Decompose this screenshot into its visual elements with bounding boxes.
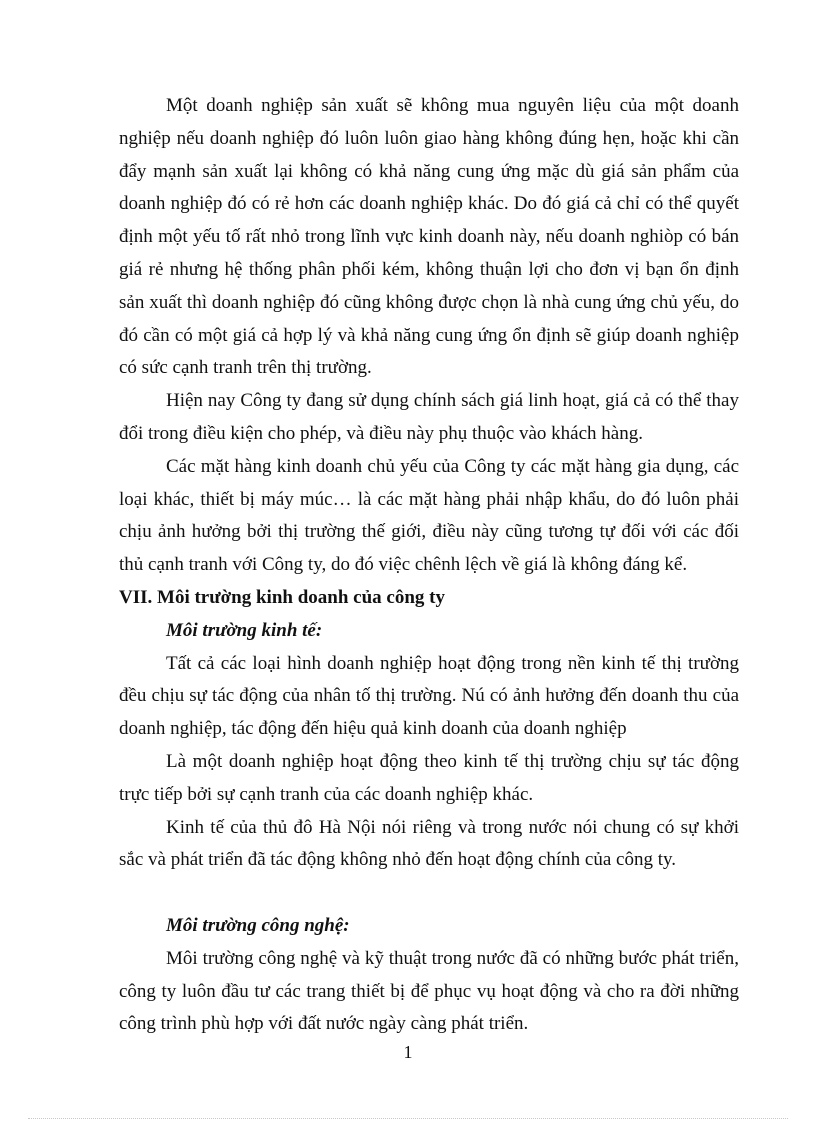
blank-line — [119, 877, 739, 910]
paragraph: Môi trường công nghệ và kỹ thuật trong nước đã có những bước phát triển, công ty luôn đầu tư các trang thiết bị để phục vụ hoạt động và cho ra đời những công trình phù hợp với đất nước ngày càng phát triển. — [119, 947, 739, 1035]
subheading-economic-environment: Môi trường kinh tế: — [166, 619, 323, 641]
subheading-technology-environment: Môi trường công nghệ: — [166, 914, 350, 936]
page-bottom-divider — [28, 1118, 788, 1119]
paragraph: Hiện nay Công ty đang sử dụng chính sách giá linh hoạt, giá cả có thể thay đổi trong điều kiện cho phép, và điều này phụ thuộc vào khách hàng. — [119, 390, 739, 444]
paragraph: Là một doanh nghiệp hoạt động theo kinh tế thị trường chịu sự tác động trực tiếp bởi sự cạnh tranh của các doanh nghiệp khác. — [119, 750, 739, 805]
page-number: 1 — [403, 1042, 413, 1062]
paragraph: Các mặt hàng kinh doanh chủ yếu của Công ty các mặt hàng gia dụng, các loại khác, thiết bị máy múc… là các mặt hàng phải nhập khẩu, do đó luôn phải chịu ảnh hưởng bởi thị trường thế giới, điều này cũng tương tự đối với các đối thủ cạnh tranh với Công ty, do đó việc chênh lệch về giá là không đáng kể. — [119, 455, 739, 576]
section-heading: VII. Môi trường kinh doanh của công ty — [119, 586, 445, 608]
paragraph: Một doanh nghiệp sản xuất sẽ không mua nguyên liệu của một doanh nghiệp nếu doanh nghiệp đó luôn luôn giao hàng không đúng hẹn, hoặc khi cần đẩy mạnh sản xuất lại không có khả năng cung ứng mặc dù giá sản phẩm của doanh nghiệp đó có rẻ hơn các doanh nghiệp khác. Do đó giá cả chỉ có thể quyết định một yếu tố rất nhỏ trong lĩnh vực kinh doanh này, nếu doanh nghiòp có bán giá rẻ nhưng hệ thống phân phối kém, không thuận lợi cho đơn vị bạn ổn định sản xuất thì doanh nghiệp đó cũng không được chọn là nhà cung ứng chủ yếu, do đó cần có một giá cả hợp lý và khả năng cung ứng ổn định sẽ giúp doanh nghiệp có sức cạnh tranh trên thị trường. — [119, 95, 739, 379]
document-body — [119, 90, 739, 1041]
paragraph: Tất cả các loại hình doanh nghiệp hoạt động trong nền kinh tế thị trường đều chịu sự tác động của nhân tố thị trường. Nú có ảnh hưởng đến doanh thu của doanh nghiệp, tác động đến hiệu quả kinh doanh của doanh nghiệp — [119, 652, 739, 740]
paragraph: Kinh tế của thủ đô Hà Nội nói riêng và trong nước nói chung có sự khởi sắc và phát triển đã tác động không nhỏ đến hoạt động chính của công ty. — [119, 816, 739, 871]
